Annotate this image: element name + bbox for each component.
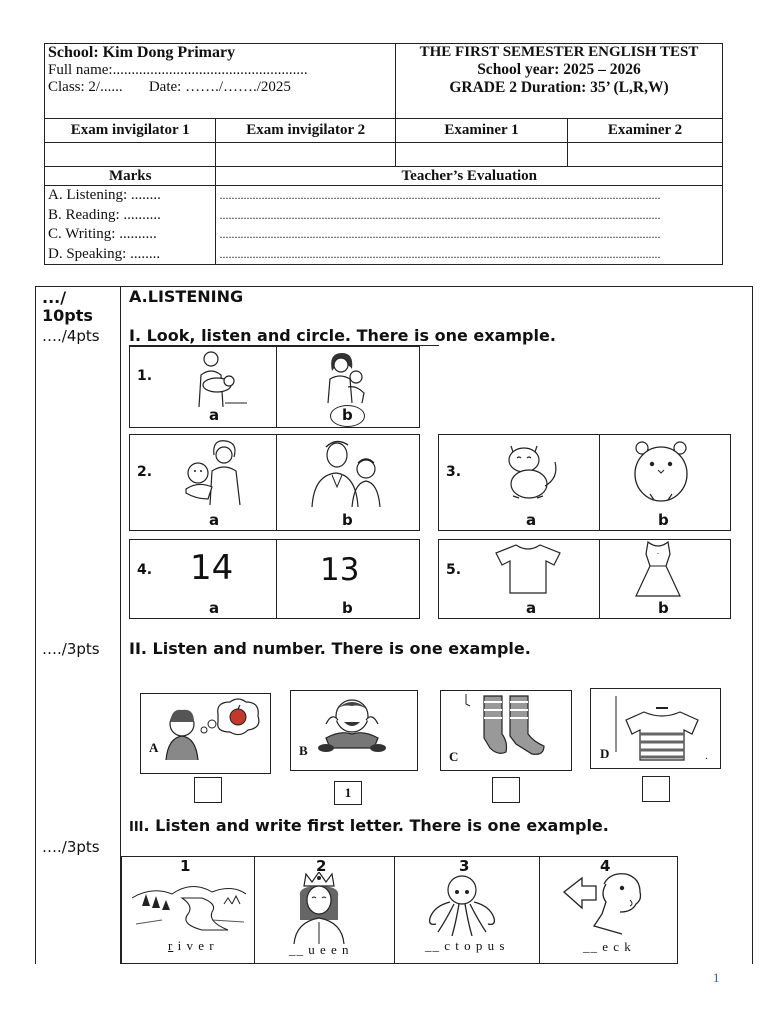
mother-holding-child-icon (318, 349, 372, 405)
word-neck (583, 939, 632, 955)
hamster-icon (628, 438, 694, 504)
marks-header: Marks (45, 167, 216, 186)
evaluation-lines[interactable] (216, 186, 723, 265)
section-title: A.LISTENING (129, 287, 244, 306)
item-number: 4 (600, 857, 611, 875)
class-date-row (48, 79, 392, 96)
page-number: 1 (713, 970, 720, 985)
option-a[interactable]: a (209, 511, 220, 529)
total-score-b: 10pts (42, 306, 93, 325)
dress-icon (632, 540, 684, 598)
first-letter-blank[interactable]: __ (425, 938, 440, 953)
part1-item-5-divider (599, 539, 600, 619)
father-and-son-icon (308, 437, 384, 509)
stray-dot: . (705, 748, 708, 762)
answer-box-c[interactable] (492, 777, 520, 803)
option-a[interactable]: a (526, 511, 537, 529)
part1-item-1-divider (276, 346, 277, 428)
evaluation-line: ................................................................................................................................................... (219, 227, 661, 241)
answer-box-b[interactable] (334, 781, 362, 805)
signature-invigilator-2[interactable] (216, 143, 396, 167)
father-holding-baby-icon (181, 349, 249, 409)
evaluation-header: Teacher’s Evaluation (216, 167, 723, 186)
picture-letter: C (449, 749, 459, 764)
item-number: 5. (446, 562, 462, 578)
signature-examiner-1[interactable] (396, 143, 568, 167)
part3-divider (394, 856, 395, 964)
item-number: 1. (137, 368, 153, 384)
marks-list (45, 186, 216, 265)
queen-icon (288, 872, 350, 944)
part2-points: …./3pts (42, 640, 100, 658)
word-octopus (425, 938, 505, 954)
total-score-a: .../ (42, 288, 67, 307)
evaluation-line: ................................................................................................................................................... (219, 246, 661, 261)
part1-points: …./4pts (42, 327, 100, 345)
test-title: THE FIRST SEMESTER ENGLISH TEST (419, 44, 699, 60)
number-thirteen: 13 (320, 552, 360, 588)
grade-duration: GRADE 2 Duration: 35’ (L,R,W) (449, 79, 669, 96)
option-b[interactable]: b (342, 599, 353, 617)
evaluation-line: ................................................................................................................................................... (219, 188, 661, 202)
part3-title (129, 816, 609, 835)
role-examiner-1: Examiner 1 (396, 119, 568, 143)
part3-points: …./3pts (42, 838, 100, 856)
option-b[interactable]: b (658, 511, 669, 529)
item-number: 2 (316, 857, 327, 875)
part3-divider (539, 856, 540, 964)
option-a[interactable]: a (209, 406, 220, 424)
answer-box-d[interactable] (642, 776, 670, 802)
role-exam-invigilator-2: Exam invigilator 2 (216, 119, 396, 143)
signature-invigilator-1[interactable] (45, 143, 216, 167)
item-number: 3. (446, 464, 462, 480)
picture-letter: D (600, 746, 610, 761)
first-letter-blank[interactable]: __ (289, 942, 304, 957)
school-year: School year: 2025 – 2026 (477, 61, 641, 78)
t-shirt-icon (492, 541, 564, 595)
option-b[interactable]: b (342, 406, 353, 424)
picture-letter: A (149, 740, 159, 755)
word-rest: e c k (602, 939, 632, 954)
item-number: 3 (459, 857, 470, 875)
test-info-cell (396, 44, 723, 119)
river-landscape-icon (132, 876, 246, 932)
part3-title-numeral: III (129, 820, 144, 835)
word-river (168, 938, 215, 954)
picture-letter: B (299, 743, 308, 758)
part1-item-4-divider (276, 539, 277, 619)
item-number: 1 (180, 857, 191, 875)
mark-speaking: D. Speaking: ........ (48, 245, 161, 262)
part1-title: I. Look, listen and circle. There is one example. (129, 326, 556, 345)
octopus-icon (424, 874, 500, 940)
item-number: 2. (137, 464, 153, 480)
full-name-field: Full name:.................................................... (48, 62, 308, 78)
part3-divider (254, 856, 255, 964)
laughing-boy-icon (312, 694, 392, 756)
school-name: School: Kim Dong Primary (48, 44, 236, 61)
date-field: Date: ……./……./2025 (148, 79, 291, 95)
first-letter: r (168, 938, 174, 953)
mark-reading: B. Reading: .......... (48, 206, 161, 223)
neck-arrow-icon (560, 870, 644, 936)
part1-item-1 (129, 346, 420, 428)
number-fourteen: 14 (190, 548, 234, 588)
answer-box-a[interactable] (194, 777, 222, 803)
option-b[interactable]: b (658, 599, 669, 617)
mother-holding-baby-icon (178, 437, 248, 507)
option-b[interactable]: b (342, 511, 353, 529)
word-rest: u e e n (308, 942, 350, 957)
evaluation-line: ................................................................................................................................................... (219, 207, 661, 222)
word-queen (289, 942, 350, 958)
mark-listening: A. Listening: ........ (48, 187, 161, 203)
item-number: 4. (137, 562, 153, 578)
part1-item-5 (438, 539, 731, 619)
part1-item-3-divider (599, 434, 600, 531)
first-letter-blank[interactable]: __ (583, 939, 598, 954)
role-exam-invigilator-1: Exam invigilator 1 (45, 119, 216, 143)
socks-icon (460, 692, 556, 758)
word-rest: i v e r (177, 938, 215, 953)
girl-thinking-apple-icon (160, 696, 264, 762)
student-info-cell (45, 44, 396, 119)
part1-item-2-divider (276, 434, 277, 531)
cat-icon (497, 438, 561, 502)
answer-circle (330, 405, 365, 427)
class-field: Class: 2/...... (48, 79, 123, 95)
option-a[interactable]: a (209, 599, 220, 617)
header-table (44, 43, 723, 265)
role-examiner-2: Examiner 2 (568, 119, 723, 143)
part1-item-4 (129, 539, 420, 619)
option-a[interactable]: a (526, 599, 537, 617)
part3-title-text: . Listen and write first letter. There is one example. (143, 816, 609, 835)
signature-examiner-2[interactable] (568, 143, 723, 167)
answer-value: 1 (344, 785, 352, 800)
word-rest: c t o p u s (444, 938, 506, 953)
striped-t-shirt-icon (612, 694, 716, 764)
mark-writing: C. Writing: .......... (48, 226, 157, 242)
part2-title: II. Listen and number. There is one example. (129, 639, 531, 658)
